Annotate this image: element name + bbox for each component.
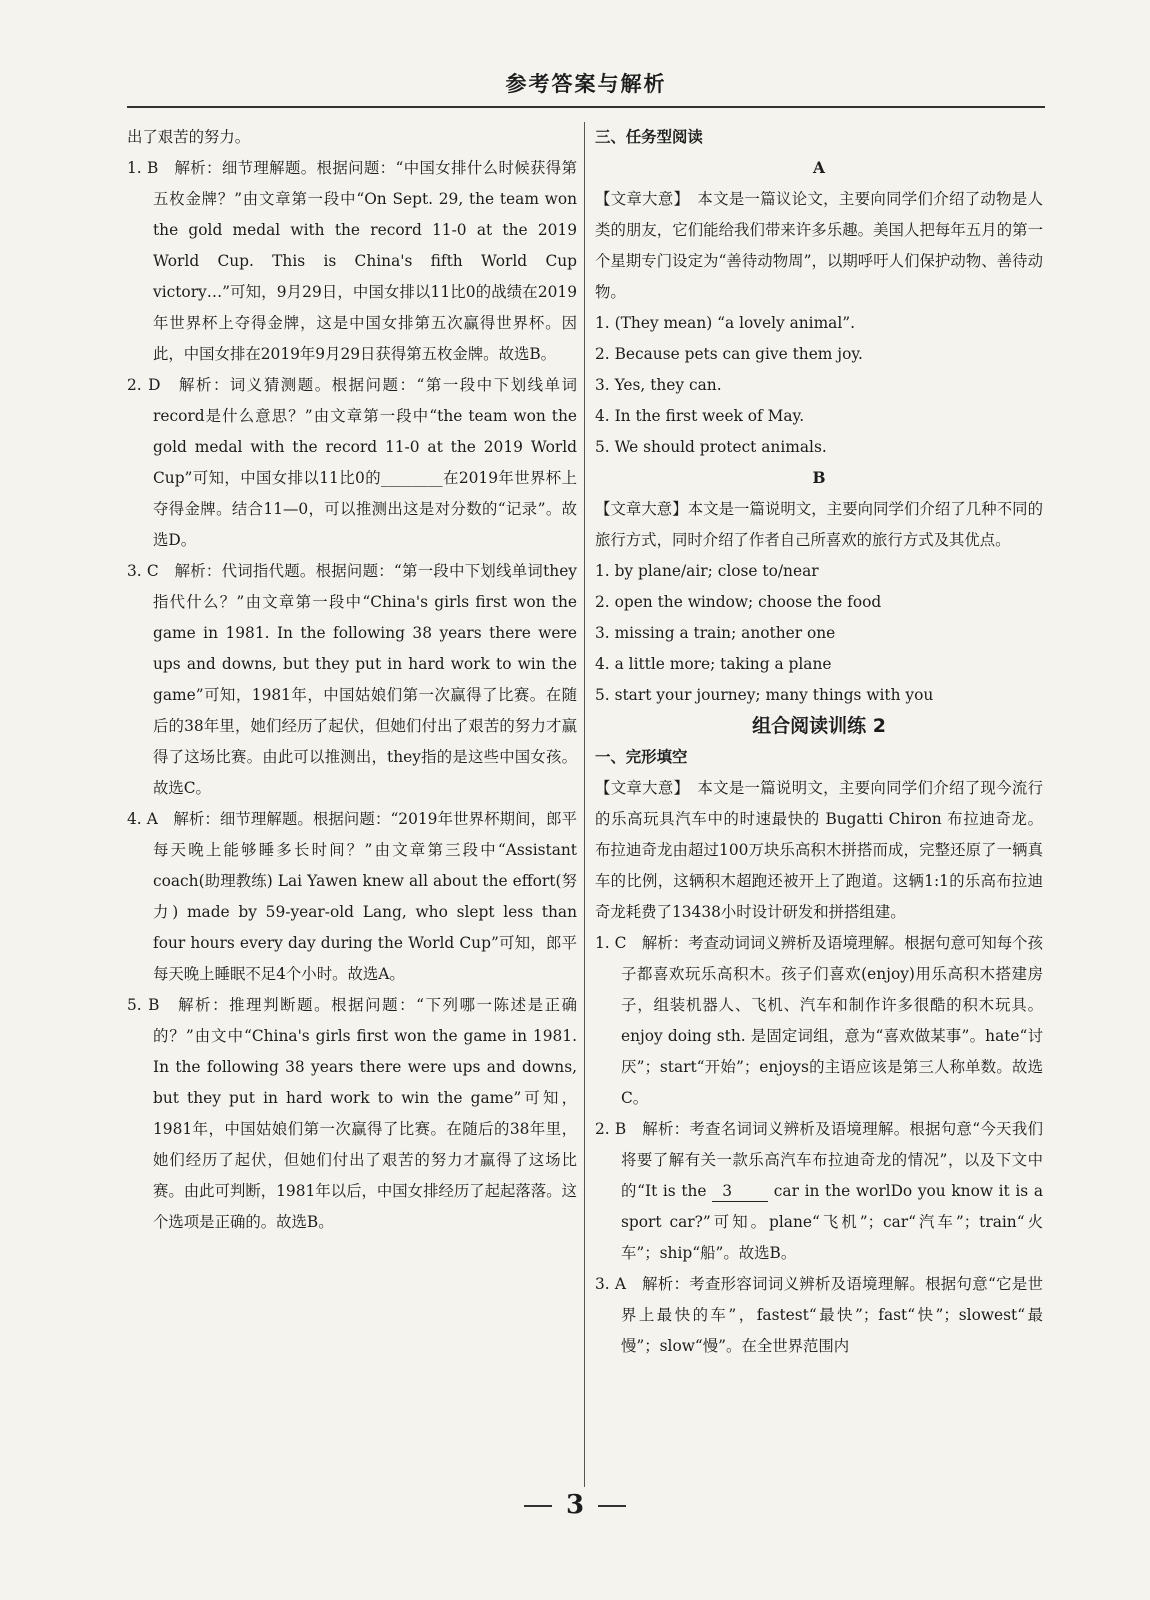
page-title: 参考答案与解析 [505, 72, 667, 96]
answer-c-2 [595, 1114, 1043, 1269]
answer-a-1: 1. (They mean) “a lovely animal”. [595, 314, 856, 332]
answer-b-2: 2. open the window; choose the food [595, 593, 882, 611]
answer-c-2-blank: 3 [712, 1181, 768, 1202]
answer-item-4: 4. A 解析：细节理解题。根据问题：“2019年世界杯期间，郎平每天晚上能够睡多长时间？”由文章第三段中“Assistant coach(助理教练) Lai Yawen knew all about the effort(努力) made by 59-year-old Lang, who slept less than four hours every day during the World Cup”可知，郎平每天晚上睡眠不足4个小时。故选A。 [127, 810, 577, 983]
answer-b-3: 3. missing a train; another one [595, 624, 836, 642]
left-column [127, 122, 577, 1238]
right-column [595, 122, 1043, 1362]
answer-item-3: 3. C 解析：代词指代题。根据问题：“第一段中下划线单词they指代什么？”由文章第一段中“China's girls first won the game in 1981. In the following 38 years there were ups and downs, but they put in hard work to win the game”可知，1981年，中国姑娘们第一次赢得了比赛。在随后的38年里，她们经历了起伏，但她们付出了艰苦的努力才赢得了这场比赛。由此可以推测出，they指的是这些中国女孩。故选C。 [127, 562, 577, 797]
paragraph: 出了艰苦的努力。 [127, 128, 251, 146]
summary-a: 【文章大意】 本文是一篇议论文，主要向同学们介绍了动物是人类的朋友，它们能给我们带来许多乐趣。美国人把每年五月的第一个星期专门设定为“善待动物周”，以期呼吁人们保护动物、善待动物。 [595, 190, 1043, 301]
answer-b-1: 1. by plane/air; close to/near [595, 562, 819, 580]
answer-item-2: 2. D 解析：词义猜测题。根据问题：“第一段中下划线单词record是什么意思？”由文章第一段中“the team won the gold medal with the record 11-0 at the 2019 World Cup”可知，中国女排以11比0的________在2019年世界杯上夺得金牌。结合11—0，可以推测出这是对分数的“记录”。故选D。 [127, 376, 577, 549]
answer-c-1: 1. C 解析：考查动词词义辨析及语境理解。根据句意可知每个孩子都喜欢玩乐高积木。孩子们喜欢(enjoy)用乐高积木搭建房子，组装机器人、飞机、汽车和制作许多很酷的积木玩具。enjoy doing sth. 是固定词组，意为“喜欢做某事”。hate“讨厌”；start“开始”；enjoys的主语应该是第三人称单数。故选C。 [595, 934, 1043, 1107]
summary-b: 【文章大意】本文是一篇说明文，主要向同学们介绍了几种不同的旅行方式，同时介绍了作者自己所喜欢的旅行方式及其优点。 [595, 500, 1043, 549]
answer-a-4: 4. In the first week of May. [595, 407, 805, 425]
answer-a-3: 3. Yes, they can. [595, 376, 722, 394]
answer-item-5: 5. B 解析：推理判断题。根据问题：“下列哪一陈述是正确的？”由文中“China's girls first won the game in 1981. In the following 38 years there were ups and downs, but they put in hard work to win the game”可知，1981年，中国姑娘们第一次赢得了比赛。在随后的38年里，她们经历了起伏，但她们付出了艰苦的努力才赢得了这场比赛。由此可判断，1981年以后，中国女排经历了起起落落。这个选项是正确的。故选B。 [127, 996, 577, 1231]
part-b-label: B [812, 469, 826, 487]
dash-right [598, 1505, 626, 1507]
answer-a-2: 2. Because pets can give them joy. [595, 345, 863, 363]
section-heading-cloze: 一、完形填空 [595, 748, 688, 766]
column-divider [584, 122, 585, 1487]
answer-b-5: 5. start your journey; many things with you [595, 686, 934, 704]
answer-c-2-text-a: 2. B 解析：考查名词词义辨析及语境理解。根据句意“今天我们将要了解有关一款乐高汽车布拉迪奇龙的情况”，以及下文中的“It is the [595, 1120, 1043, 1200]
section-heading: 三、任务型阅读 [595, 128, 703, 146]
summary-c: 【文章大意】 本文是一篇说明文，主要向同学们介绍了现今流行的乐高玩具汽车中的时速最快的 Bugatti Chiron 布拉迪奇龙。布拉迪奇龙由超过100万块乐高积木拼搭而成，完整还原了一辆真车的比例，这辆积木超跑还被开上了跑道。这辆1:1的乐高布拉迪奇龙耗费了13438小时设计研发和拼搭组建。 [595, 779, 1043, 921]
part-a-label: A [813, 159, 825, 177]
answer-b-4: 4. a little more; taking a plane [595, 655, 832, 673]
training-title: 组合阅读训练 2 [752, 715, 886, 737]
page-number [0, 1490, 1150, 1520]
page-header [127, 60, 1045, 108]
answer-item-1: 1. B 解析：细节理解题。根据问题：“中国女排什么时候获得第五枚金牌？”由文章第一段中“On Sept. 29, the team won the gold medal with the record 11-0 at the 2019 World Cup. This is China's fifth World Cup victory…”可知，9月29日，中国女排以11比0的战绩在2019年世界杯上夺得金牌，这是中国女排第五次赢得世界杯。因此，中国女排在2019年9月29日获得第五枚金牌。故选B。 [127, 159, 577, 363]
dash-left [524, 1505, 552, 1507]
page-number-value: 3 [565, 1490, 585, 1520]
answer-a-5: 5. We should protect animals. [595, 438, 827, 456]
answer-c-2-text-b: car in the worlDo you know it is a sport car?”可知。plane“飞机”；car“汽车”；train“火车”；ship“船”。故选B。 [621, 1182, 1043, 1262]
answer-c-3: 3. A 解析：考查形容词词义辨析及语境理解。根据句意“它是世界上最快的车”，fastest“最快”；fast“快”；slowest“最慢”；slow“慢”。在全世界范围内 [595, 1275, 1043, 1355]
